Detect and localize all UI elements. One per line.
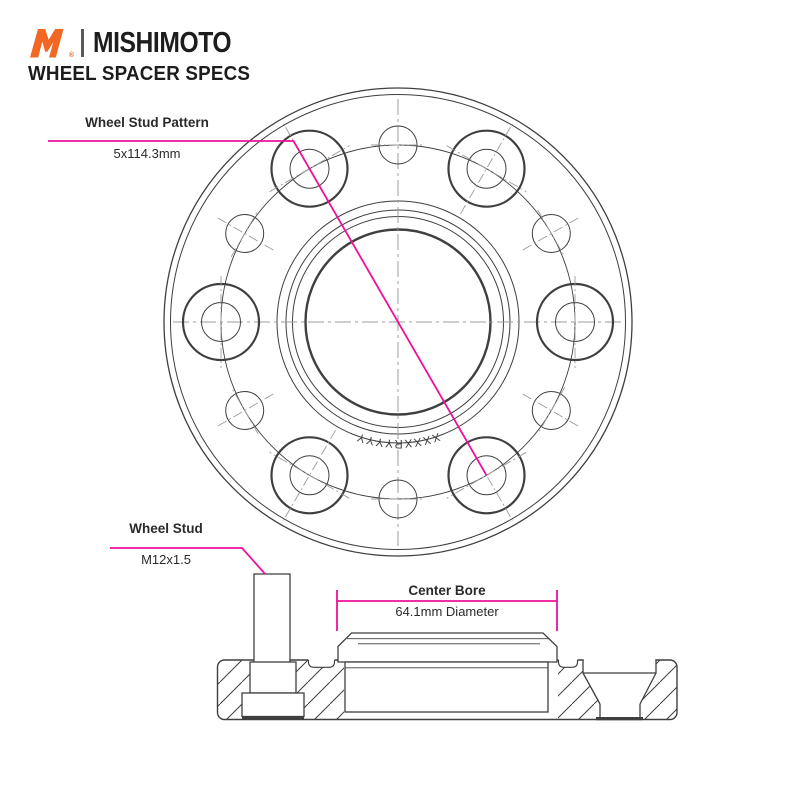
hub-centric-boss <box>338 633 557 712</box>
center-bore-callout-title: Center Bore <box>408 583 486 598</box>
section-view <box>110 548 677 720</box>
stud-shoulder <box>250 662 296 693</box>
header <box>28 27 264 86</box>
plain-hole-10oclock <box>216 210 273 257</box>
hub-lip <box>338 633 557 662</box>
relief-notch-right <box>559 659 578 668</box>
counterbored-hole-7oclock <box>270 430 350 520</box>
stud-pattern-callout-value: 5x114.3mm <box>113 146 181 161</box>
mishimoto-m-logo-icon <box>28 28 72 58</box>
logo-m-glyph <box>28 28 72 58</box>
plain-hole-8oclock <box>216 387 273 434</box>
stud-head <box>242 693 304 717</box>
stud-shaft <box>254 574 290 663</box>
engraving-text: XXXXRYYYY <box>354 430 442 449</box>
wheel-stud-callout-title: Wheel Stud <box>129 521 203 536</box>
wheel-stud-callout-value: M12x1.5 <box>141 552 191 567</box>
registered-trademark: ® <box>68 52 74 59</box>
center-bore-callout-value: 64.1mm Diameter <box>395 604 499 619</box>
page-title: WHEEL SPACER SPECS <box>28 63 251 85</box>
relief-notch-left <box>309 659 335 668</box>
plain-hole-2oclock <box>523 210 580 257</box>
bore-wall-projection <box>345 662 548 712</box>
counterbored-hole-1oclock <box>447 124 527 214</box>
plain-hole-4oclock <box>523 387 580 434</box>
brand-name: MISHIMOTO <box>92 26 231 59</box>
brand-row <box>28 27 264 59</box>
logo-divider <box>81 29 84 57</box>
stud-pattern-callout-title: Wheel Stud Pattern <box>85 115 209 130</box>
wheel-stud-section <box>242 574 304 718</box>
counterbored-hole-3oclock <box>537 276 613 368</box>
